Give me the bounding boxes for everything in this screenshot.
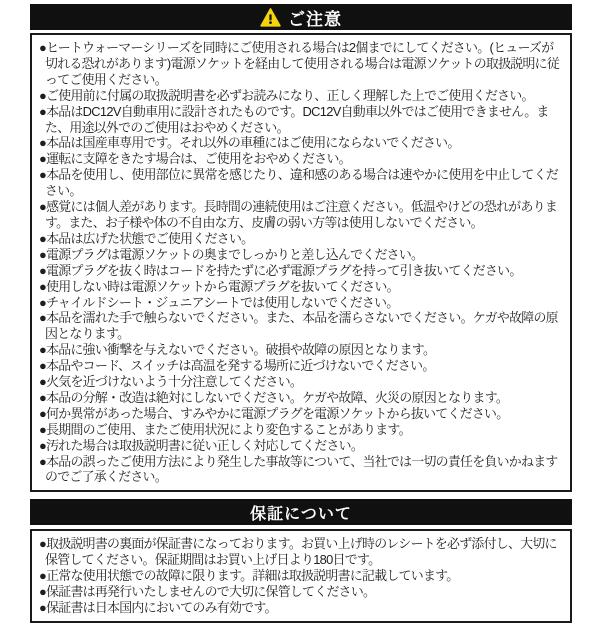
warranty-header-title: 保証について (250, 505, 352, 523)
caution-item: ●本品はDC12V自動車用に設計されたものです。DC12V自動車以外ではご使用できません。また、用途以外でのご使用はおやめください。 (39, 103, 549, 135)
caution-item: ●運転に支障をきたす場合は、ご使用をおやめください。 (39, 151, 351, 167)
caution-item: ●本品は広げた状態でご使用ください。 (39, 230, 254, 246)
caution-item: ●本品を使用し、使用部位に異常を感じたり、違和感のある場合は速やかに使用を中止してください。 (39, 167, 559, 199)
caution-item: ●ご使用前に付属の取扱説明書を必ずお読みになり、正しく理解した上でご使用ください。 (39, 87, 534, 103)
caution-item: ●本品を濡れた手で触らないでください。また、本品を濡らさないでください。ケガや故障の原因となります。 (39, 310, 558, 342)
caution-item: ●使用しない時は電源ソケットから電源プラグを抜いてください。 (39, 278, 399, 294)
caution-item: ●本品の誤ったご使用方法により発生した事故等について、当社では一切の責任を負いかねますのでご了承ください。 (39, 453, 558, 485)
caution-header-bar (30, 4, 572, 30)
warning-sheet (30, 4, 572, 623)
caution-item: ●本品やコード、スイッチは高温を発する場所に近づけないでください。 (39, 358, 435, 374)
warranty-item: ●正常な使用状態での故障に限ります。詳細は取扱説明書に記載しています。 (39, 568, 459, 584)
warranty-header-bar (30, 499, 572, 525)
caution-item: ●火気を近づけないよう十分注意してください。 (39, 374, 303, 390)
warning-triangle-icon (260, 8, 281, 27)
warranty-item: ●保証書は再発行いたしませんので大切に保管してください。 (39, 584, 376, 600)
caution-item: ●長期間のご使用、またご使用状況により変色することがあります。 (39, 421, 411, 437)
caution-item: ●汚れた場合は取扱説明書に従い正しく対応してください。 (39, 437, 364, 453)
caution-item: ●感覚には個人差があります。長時間の連続使用はご注意ください。低温やけどの恐れがあります。また、お子様や体の不自由な方、皮膚の弱い方等は使用しないでください。 (39, 199, 558, 230)
caution-item: ●本品の分解・改造は絶対にしないでください。ケガや故障、火災の原因となります。 (39, 389, 509, 405)
warranty-box (30, 529, 572, 623)
caution-item: ●ヒートウォーマーシリーズを同時にご使用される場合は2個までにしてください。(ヒューズが切れる恐れがあります)電源ソケットを経由して使用される場合は電源ソケットの取扱説明に従ってご使用ください。 (39, 40, 560, 87)
warranty-item: ●取扱説明書の裏面が保証書になっております。お買い上げ時のレシートを必ず添付し、大切に保管してください。保証期間はお買い上げ日より180日です。 (39, 536, 557, 568)
caution-item: ●チャイルドシート・ジュニアシートでは使用しないでください。 (39, 294, 399, 310)
caution-box (30, 33, 572, 492)
caution-item: ●本品は国産車専用です。それ以外の車種にはご使用にならないでください。 (39, 135, 460, 151)
caution-item: ●本品に強い衝撃を与えないでください。破損や故障の原因となります。 (39, 342, 436, 358)
caution-item: ●電源プラグを抜く時はコードを持たずに必ず電源プラグを持って引き抜いてください。 (39, 262, 522, 278)
caution-header-title: ご注意 (288, 9, 342, 29)
caution-item: ●何か異常があった場合、すみやかに電源プラグを電源ソケットから抜いてください。 (39, 405, 509, 421)
caution-item: ●電源プラグは電源ソケットの奥までしっかりと差し込んでください。 (39, 246, 424, 262)
warranty-item: ●保証書は日本国内においてのみ有効です。 (39, 600, 277, 615)
